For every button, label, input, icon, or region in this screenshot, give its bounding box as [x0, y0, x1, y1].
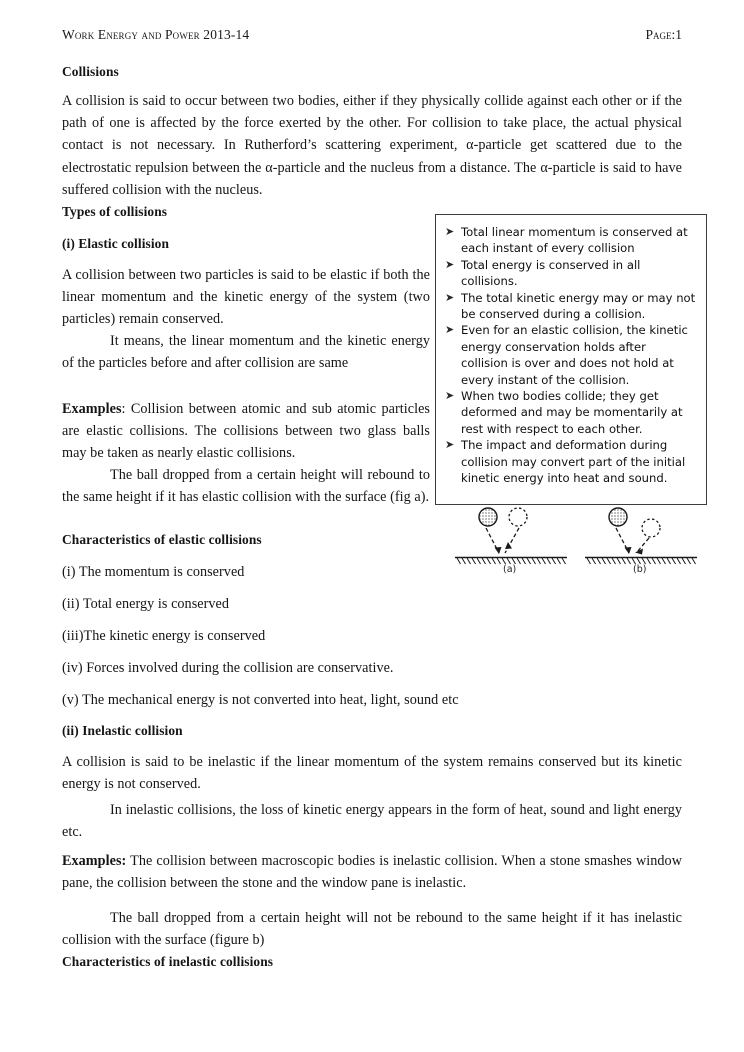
key-points-list — [445, 224, 696, 487]
paragraph-elastic-ball: The ball dropped from a certain height will rebound to the same height if it has elastic collision with the surface (fig a). — [62, 467, 430, 506]
ball-solid-icon — [479, 508, 497, 526]
heading-types: Types of collisions — [62, 204, 168, 219]
paragraph-elastic-examples — [62, 398, 430, 465]
heading-elastic: (i) Elastic collision — [62, 236, 169, 251]
heading-characteristics-inelastic: Characteristics of inelastic collisions — [62, 954, 274, 969]
rebound-path-line — [505, 528, 519, 553]
arrowhead-down-icon — [495, 547, 502, 554]
paragraph-inelastic-loss: In inelastic collisions, the loss of kinetic energy appears in the form of heat, sound and light energy etc. — [62, 802, 682, 841]
heading-inelastic: (ii) Inelastic collision — [62, 723, 183, 738]
examples-text-inelastic: The collision between macroscopic bodies is inelastic collision. When a stone smashes window pane, the collision between the stone and the window pane is inelastic. — [62, 853, 682, 892]
list-item — [445, 224, 696, 257]
ball-solid-icon — [609, 508, 627, 526]
key-points-callout-box — [435, 214, 707, 505]
page-header — [62, 27, 682, 45]
page-number: Page:1 — [645, 27, 682, 42]
list-item — [445, 388, 696, 437]
paragraph-inelastic-definition: A collision is said to be inelastic if the linear momentum of the system remains conserved but its kinetic energy is not conserved. — [62, 754, 682, 793]
list-item-elastic-5: (v) The mechanical energy is not converted into heat, light, sound etc — [62, 692, 459, 708]
examples-label-inelastic: Examples: — [62, 853, 127, 869]
figure-caption-a: (a) — [503, 564, 517, 575]
arrow-bullet-icon: ➤ — [445, 438, 455, 452]
list-item-label: The impact and deformation during collision may convert part of the initial kinetic energy into heat and sound. — [461, 438, 686, 486]
list-item-label: Total linear momentum is conserved at each instant of every collision — [461, 225, 688, 256]
arrowhead-up-icon — [505, 542, 512, 549]
ball-dashed-icon — [642, 519, 660, 537]
rebound-path-line — [637, 538, 649, 552]
list-item-elastic-1: (i) The momentum is conserved — [62, 564, 245, 580]
list-item — [445, 290, 696, 323]
figure-caption-b: (b) — [633, 564, 647, 575]
list-item-label: Total energy is conserved in all collisions. — [461, 257, 641, 289]
list-item — [445, 322, 696, 388]
paragraph-intro: A collision is said to occur between two bodies, either if they physically collide against each other or if the path of one is affected by the force exerted by the other. For collision to take place, the actual physical contact is not necessary. In Rutherford’s scattering experiment, α-particle get scattered due to the electrostatic repulsion between the α-particle and the nucleus from a distance. The α-particle is said to have suffered collision with the nucleus. — [62, 93, 682, 198]
heading-collisions: Collisions — [62, 64, 119, 79]
paragraph-elastic-definition: A collision between two particles is said to be elastic if both the linear momentum and the kinetic energy of the system (two particles) remain conserved. — [62, 267, 430, 328]
paragraph-inelastic-ball: The ball dropped from a certain height will not be rebound to the same height if it has inelastic collision with the surface (figure b) — [62, 910, 682, 949]
list-item-elastic-4: (iv) Forces involved during the collision are conservative. — [62, 660, 394, 676]
diagram-inelastic — [585, 508, 697, 564]
arrowhead-down-icon — [625, 547, 632, 554]
arrow-bullet-icon: ➤ — [445, 323, 455, 337]
heading-characteristics-elastic: Characteristics of elastic collisions — [62, 532, 262, 547]
list-item-label: Even for an elastic collision, the kinetic energy conservation holds after collision is over and does not hold at every instant of the collision. — [461, 323, 688, 387]
list-item-label: When two bodies collide; they get deformed and may be momentarily at rest with respect to each other. — [461, 389, 683, 436]
arrow-bullet-icon: ➤ — [445, 290, 455, 304]
list-item-elastic-2: (ii) Total energy is conserved — [62, 596, 230, 612]
arrow-bullet-icon: ➤ — [445, 389, 455, 403]
list-item-label: The total kinetic energy may or may not be conserved during a collision. — [461, 290, 696, 322]
ball-dashed-icon — [509, 508, 527, 526]
paragraph-elastic-means: It means, the linear momentum and the kinetic energy of the particles before and after collision are same — [62, 333, 430, 372]
arrow-bullet-icon: ➤ — [445, 225, 455, 238]
diagram-elastic — [455, 508, 567, 564]
arrow-bullet-icon: ➤ — [445, 257, 455, 271]
collision-figure — [455, 506, 707, 578]
list-item-elastic-3: (iii)The kinetic energy is conserved — [62, 628, 266, 644]
examples-text: : Collision between atomic and sub atomic particles are elastic collisions. The collisions between two glass balls may be taken as nearly elastic collisions. — [62, 401, 430, 462]
examples-label: Examples — [62, 401, 122, 417]
list-item — [445, 437, 696, 486]
paragraph-inelastic-examples — [62, 850, 682, 894]
collision-diagram-svg — [455, 506, 707, 578]
header-title: Work Energy and Power 2013-14 — [62, 27, 250, 42]
list-item — [445, 257, 696, 290]
